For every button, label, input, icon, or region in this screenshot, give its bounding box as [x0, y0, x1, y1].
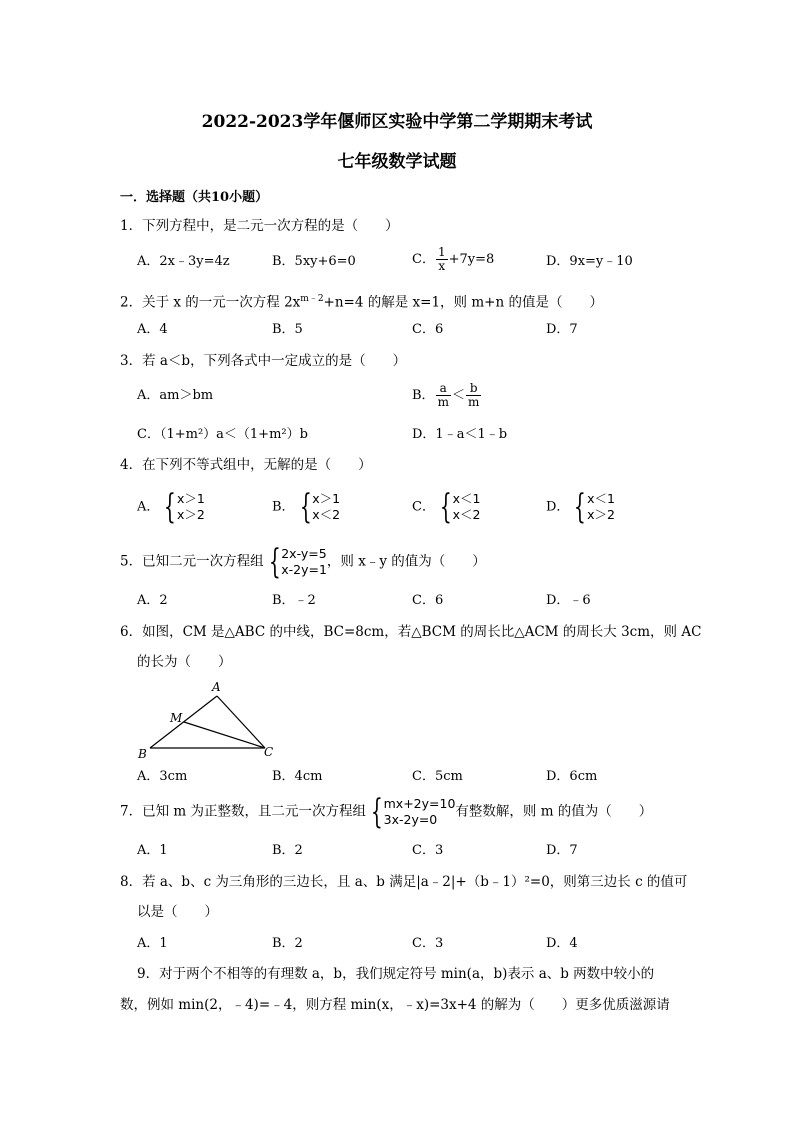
fraction	[436, 382, 451, 409]
inequality-system	[295, 487, 341, 527]
q1-option-b: B．5xy+6=0	[272, 254, 356, 269]
q6-option-d: D．6cm	[546, 769, 598, 784]
question-8-stem-line-2: 以是（ ）	[137, 904, 218, 920]
q2-stem-post: +n=4 的解是 x=1，则 m+n 的值是（ ）	[323, 294, 603, 311]
question-9-stem-line-1: 9．对于两个不相等的有理数 a，b，我们规定符号 min(a，b)表示 a、b 两数中较小的	[137, 966, 655, 982]
inequality-system	[569, 487, 615, 527]
brace-icon: {	[164, 487, 177, 527]
vertex-label-a: A	[212, 680, 221, 694]
question-3-stem: 3．若 a＜b，下列各式中一定成立的是（ ）	[120, 353, 407, 369]
system-line-2: x＜2	[452, 507, 481, 522]
system-line-2: x＜2	[312, 507, 341, 522]
q4-option-c-label: C．	[412, 499, 435, 515]
q1-option-d: D．9x=y﹣10	[546, 254, 633, 269]
question-4-stem: 4．在下列不等式组中，无解的是（ ）	[120, 457, 372, 473]
q7-option-d: D．7	[546, 843, 578, 858]
system-line-1: mx+2y=10	[383, 796, 456, 811]
q7-option-b: B．2	[272, 843, 303, 858]
q3-option-a: A．am＞bm	[137, 388, 214, 403]
question-2-stem	[120, 289, 603, 313]
vertex-label-b: B	[138, 747, 147, 761]
q4-option-b-label: B．	[272, 499, 295, 515]
section-heading: 一．选择题（共10小题）	[120, 190, 269, 205]
question-7-stem	[120, 792, 653, 832]
q4-option-b	[272, 487, 341, 527]
fraction-numerator: a	[436, 382, 451, 396]
q4-option-a-label: A．	[137, 499, 160, 515]
q1-option-c	[412, 246, 494, 273]
question-6-stem-line-1: 6．如图，CM 是△ABC 的中线，BC=8cm，若△BCM 的周长比△ACM 的周长大 3cm，则 AC	[120, 624, 702, 640]
q6-option-b: B．4cm	[272, 769, 323, 784]
q5-option-c: C．6	[412, 593, 444, 608]
q5-option-d: D．﹣6	[546, 593, 591, 608]
q8-option-d: D．4	[546, 936, 578, 951]
inequality-system	[159, 487, 205, 527]
fraction	[466, 382, 481, 409]
equation-system	[366, 792, 456, 832]
equation-system	[264, 542, 327, 582]
q4-option-d	[546, 487, 615, 527]
question-6-stem-line-2: 的长为（ ）	[137, 654, 232, 670]
q2-option-d: D．7	[546, 322, 578, 337]
fraction-denominator: m	[437, 395, 449, 409]
question-5-stem	[120, 542, 486, 582]
brace-icon: {	[439, 487, 452, 527]
brace-icon: {	[370, 792, 383, 832]
q7-option-a: A．1	[137, 843, 168, 858]
less-than-sign: ＜	[451, 388, 465, 403]
q5-option-a: A．2	[137, 593, 168, 608]
q8-option-c: C．3	[412, 936, 444, 951]
q5-option-b: B．﹣2	[272, 593, 316, 608]
q4-option-d-label: D．	[546, 499, 570, 515]
q1-option-c-label: C．	[412, 252, 435, 267]
q1-option-a: A．2x﹣3y=4z	[137, 254, 230, 269]
brace-icon: {	[299, 487, 312, 527]
system-line-1: 2x-y=5	[281, 546, 327, 561]
fraction-numerator: 1	[437, 245, 446, 259]
q7-stem-pre: 7．已知 m 为正整数，且二元一次方程组	[120, 803, 366, 820]
brace-icon: {	[268, 542, 281, 582]
q2-option-c: C．6	[412, 322, 444, 337]
fraction-denominator: m	[467, 395, 480, 409]
side-ab	[150, 696, 217, 748]
q6-option-a: A．3cm	[137, 769, 188, 784]
inequality-system	[435, 487, 481, 527]
system-line-1: x＜1	[587, 491, 615, 506]
system-line-2: x＞2	[587, 507, 615, 522]
q2-option-a: A．4	[137, 322, 168, 337]
vertex-label-m: M	[170, 711, 183, 725]
q3-option-b	[412, 382, 482, 409]
q2-exponent: m﹣2	[300, 294, 324, 304]
triangle-figure	[130, 676, 280, 762]
q6-option-c: C．5cm	[412, 769, 463, 784]
q1-option-c-rest: +7y=8	[448, 252, 495, 267]
question-9-stem-line-2: 数，例如 min(2，﹣4)=﹣4，则方程 min(x，﹣x)=3x+4 的解为（ ）更多优质滋源请	[120, 997, 670, 1013]
q2-option-b: B．5	[272, 322, 303, 337]
system-line-1: x＜1	[452, 491, 481, 506]
q8-option-a: A．1	[137, 936, 168, 951]
system-line-2: x＞2	[177, 507, 205, 522]
vertex-label-c: C	[264, 745, 274, 759]
exam-title: 2022-2023学年偃师区实验中学第二学期期末考试	[201, 112, 593, 132]
system-line-1: x＞1	[312, 491, 341, 506]
q3-option-b-label: B．	[412, 388, 435, 403]
exam-subtitle: 七年级数学试题	[337, 152, 457, 172]
q5-stem-pre: 5．已知二元一次方程组	[120, 553, 264, 570]
fraction-numerator: b	[466, 382, 481, 396]
brace-icon: {	[574, 487, 587, 527]
q8-option-b: B．2	[272, 936, 303, 951]
fraction	[436, 246, 448, 273]
system-line-2: 3x-2y=0	[383, 812, 438, 827]
q7-stem-post: 有整数解，则 m 的值为（ ）	[455, 803, 653, 820]
fraction-denominator: x	[438, 259, 446, 273]
q2-stem-pre: 2．关于 x 的一元一次方程 2x	[120, 294, 301, 311]
q4-option-c	[412, 487, 481, 527]
q7-option-c: C．3	[412, 843, 444, 858]
question-1-stem: 1．下列方程中，是二元一次方程的是（ ）	[120, 218, 399, 234]
q3-option-c: C．（1+m²）a＜（1+m²）b	[137, 427, 308, 442]
q5-stem-post: ，则 x﹣y 的值为（ ）	[326, 553, 486, 570]
question-8-stem-line-1: 8．若 a、b、c 为三角形的三边长，且 a、b 满足|a﹣2|+（b﹣1）²=0，则第三边长 c 的值可	[120, 874, 688, 890]
system-line-1: x＞1	[177, 491, 205, 506]
q4-option-a	[137, 487, 205, 527]
system-line-2: x-2y=1	[281, 562, 327, 577]
q3-option-d: D．1﹣a＜1﹣b	[412, 427, 508, 442]
